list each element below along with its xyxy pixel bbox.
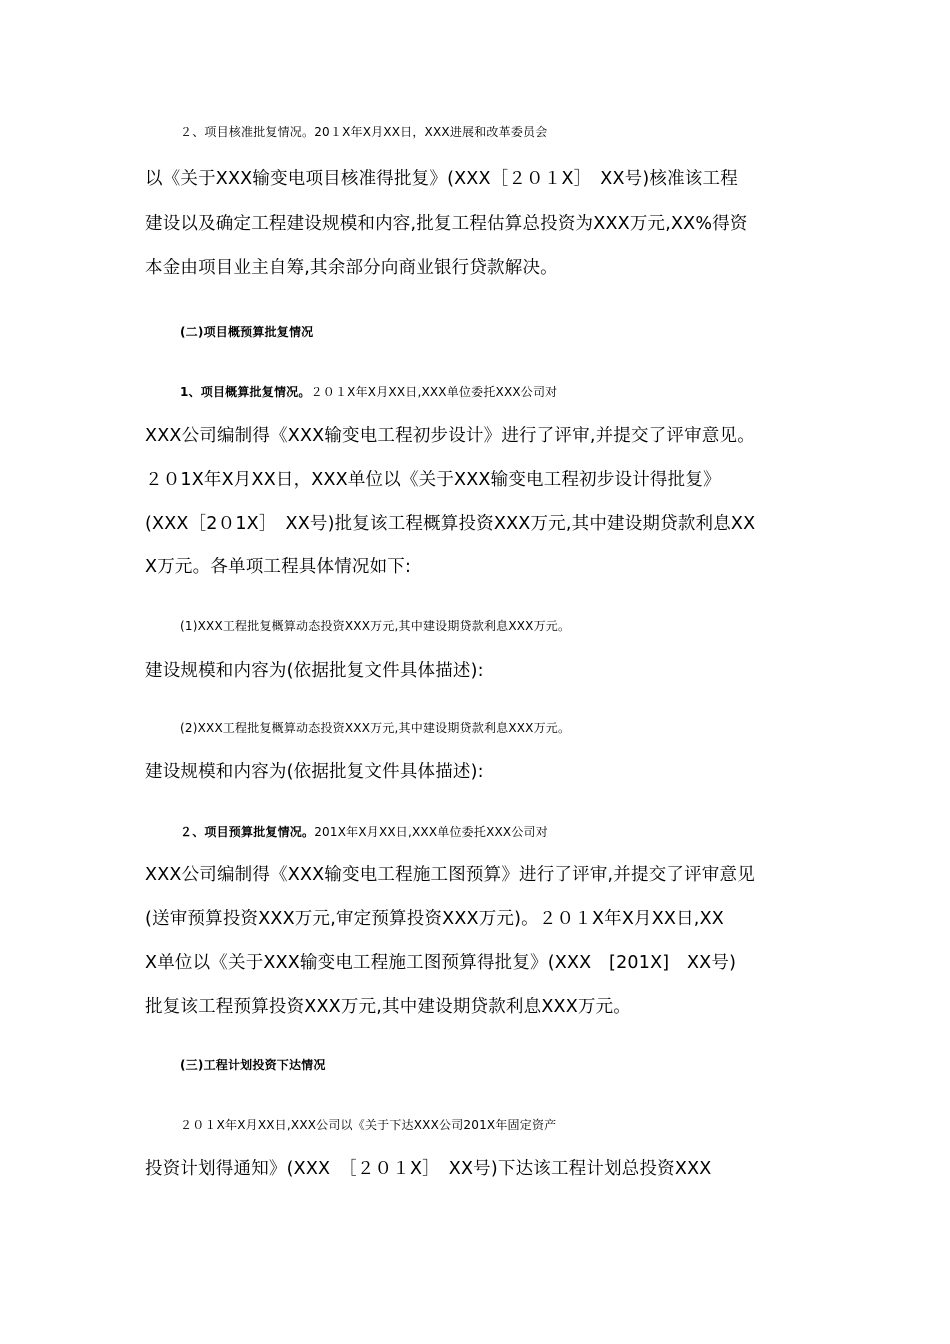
text-line: ２、项目预算批复情况。201X年X月XX日,XXX单位委托XXX公司对 [180,825,548,839]
text-line: (2)XXX工程批复概算动态投资XXX万元,其中建设期贷款利息XXX万元。 [180,721,571,735]
text-line: (送审预算投资XXX万元,审定预算投资XXX万元)。２０１X年X月XX日,XX [145,909,724,929]
text-line: (1)XXX工程批复概算动态投资XXX万元,其中建设期贷款利息XXX万元。 [180,619,571,633]
text-line: 1、项目概算批复情况。２０１X年X月XX日,XXX单位委托XXX公司对 [180,385,558,399]
text-line: 建设规模和内容为(依据批复文件具体描述): [145,661,484,681]
inline-heading: 1、项目概算批复情况。 [180,385,311,399]
text-line: 建设以及确定工程建设规模和内容,批复工程估算总投资为XXX万元,XX%得资 [145,214,748,234]
inline-heading: ２、项目预算批复情况。 [180,825,315,839]
text-line: (XXX［2０1X］ XX号)批复该工程概算投资XXX万元,其中建设期贷款利息XX [145,514,756,534]
text-line: 投资计划得通知》(XXX ［２０１X］ XX号)下达该工程计划总投资XXX [145,1159,712,1179]
text-line: X单位以《关于XXX输变电工程施工图预算得批复》(XXX [201X] XX号) [145,953,737,973]
text-line: 本金由项目业主自筹,其余部分向商业银行贷款解决。 [145,258,558,278]
text-line: 建设规模和内容为(依据批复文件具体描述): [145,762,484,782]
text-line: X万元。各单项工程具体情况如下: [145,557,412,577]
section-heading-3: (三)工程计划投资下达情况 [180,1058,326,1072]
text-line: XXX公司编制得《XXX输变电工程施工图预算》进行了评审,并提交了评审意见 [145,865,755,885]
text-line: 以《关于XXX输变电项目核准得批复》(XXX［２０１X］ XX号)核准该工程 [145,169,738,189]
text-line: ２、项目核准批复情况。20１X年X月XX日，XXX进展和改革委员会 [180,125,548,139]
section-heading-2: (二)项目概预算批复情况 [180,325,314,339]
text-line: ２０１X年X月XX日,XXX公司以《关于下达XXX公司201X年固定资产 [180,1118,557,1132]
text-line: 批复该工程预算投资XXX万元,其中建设期贷款利息XXX万元。 [145,997,631,1017]
text-line: ２０1X年X月XX日，XXX单位以《关于XXX输变电工程初步设计得批复》 [145,470,721,490]
text-line: XXX公司编制得《XXX输变电工程初步设计》进行了评审,并提交了评审意见。 [145,426,755,446]
